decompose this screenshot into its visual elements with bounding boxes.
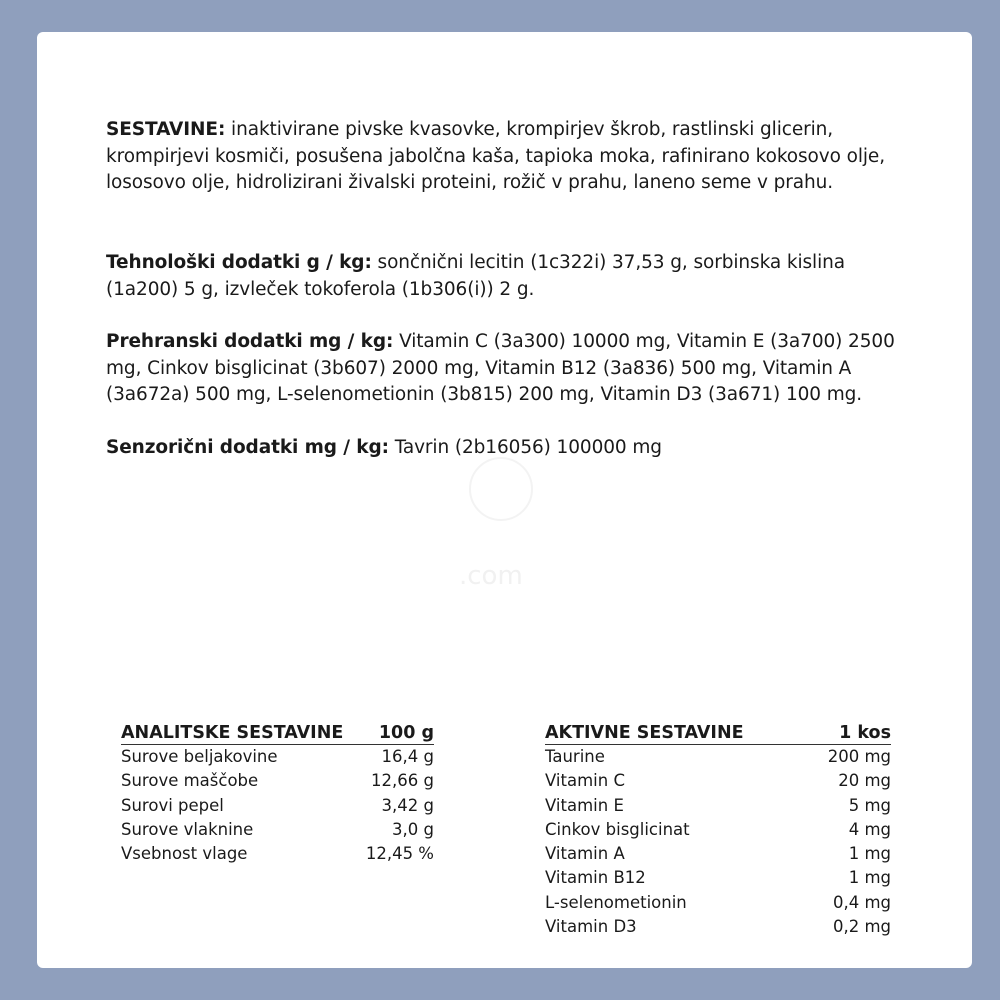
nutritional-additives-paragraph — [106, 329, 906, 409]
row-name: Vitamin C — [545, 771, 625, 791]
table-header-row — [121, 718, 434, 745]
technological-additives-text: sončnični lecitin (1c322i) 37,53 g, sorbinska kislina (1a200) 5 g, izvleček tokoferola (1b306(i)) 2 g. — [106, 252, 846, 300]
row-name: L-selenometionin — [545, 892, 687, 912]
nutritional-additives-label: Prehranski dodatki mg / kg: — [106, 331, 394, 352]
row-value: 3,42 g — [381, 795, 434, 815]
active-header-value: 1 kos — [807, 718, 891, 745]
table-header-row — [545, 718, 891, 745]
sensory-additives-text: Tavrin (2b16056) 100000 mg — [388, 437, 662, 458]
table-row — [121, 769, 434, 793]
active-ingredients-table — [545, 718, 891, 939]
table-row — [121, 842, 434, 866]
table-row — [545, 794, 891, 818]
table-row — [545, 891, 891, 915]
row-value: 1 mg — [848, 844, 891, 864]
row-value: 0,4 mg — [832, 892, 891, 912]
watermark-logo-icon — [469, 457, 533, 521]
technological-additives-label: Tehnološki dodatki g / kg: — [106, 252, 372, 273]
table-row — [545, 915, 891, 939]
technological-additives-paragraph — [106, 250, 906, 303]
table-row — [121, 745, 434, 770]
row-value: 12,45 % — [365, 844, 434, 864]
row-value: 200 mg — [827, 747, 891, 766]
row-name: Cinkov bisglicinat — [545, 819, 690, 839]
table-row — [121, 818, 434, 842]
row-name: Surove maščobe — [121, 771, 259, 791]
row-name: Surove vlaknine — [121, 819, 254, 839]
row-name: Vsebnost vlage — [121, 844, 248, 864]
ingredients-paragraph — [106, 117, 906, 197]
active-header-name: AKTIVNE SESTAVINE — [545, 718, 807, 745]
row-value: 3,0 g — [392, 819, 434, 839]
watermark-text: .com — [459, 561, 523, 591]
ingredients-text: inaktivirane pivske kvasovke, krompirjev škrob, rastlinski glicerin, krompirjevi kosmiči, posušena jabolčna kaša, tapioka moka, rafinirano kokosovo olje, lososovo olje, hidrolizirani živalski proteini, rožič v prahu, laneno seme v prahu. — [106, 119, 885, 193]
analytic-header-name: ANALITSKE SESTAVINE — [121, 718, 361, 745]
table-row — [545, 818, 891, 842]
sensory-additives-label: Senzorični dodatki mg / kg: — [106, 437, 389, 458]
row-name: Surove beljakovine — [121, 747, 278, 766]
table-row — [545, 866, 891, 890]
watermark — [459, 457, 537, 591]
analytic-header-value: 100 g — [361, 718, 434, 745]
sensory-additives-paragraph — [106, 435, 906, 462]
table-row — [545, 842, 891, 866]
table-row — [121, 794, 434, 818]
analytic-constituents-table — [121, 718, 434, 866]
row-value: 20 mg — [838, 771, 891, 791]
row-name: Surovi pepel — [121, 795, 224, 815]
row-name: Vitamin A — [545, 844, 625, 864]
table-row — [545, 769, 891, 793]
content-card — [37, 32, 972, 968]
row-value: 4 mg — [848, 819, 891, 839]
row-name: Vitamin D3 — [545, 917, 637, 937]
row-value: 12,66 g — [371, 771, 434, 791]
row-value: 1 mg — [848, 868, 891, 888]
ingredients-label: SESTAVINE: — [106, 119, 226, 140]
table-row — [545, 745, 891, 770]
row-name: Vitamin E — [545, 795, 624, 815]
row-name: Taurine — [545, 747, 605, 766]
row-value: 16,4 g — [381, 747, 434, 766]
nutritional-additives-text: Vitamin C (3a300) 10000 mg, Vitamin E (3a700) 2500 mg, Cinkov bisglicinat (3b607) 2000 mg, Vitamin B12 (3a836) 500 mg, Vitamin A (3a672a) 500 mg, L-selenometionin (3b815) 200 mg, Vitamin D3 (3a671) 100 mg. — [106, 331, 895, 405]
row-value: 0,2 mg — [832, 917, 891, 937]
row-value: 5 mg — [848, 795, 891, 815]
row-name: Vitamin B12 — [545, 868, 646, 888]
